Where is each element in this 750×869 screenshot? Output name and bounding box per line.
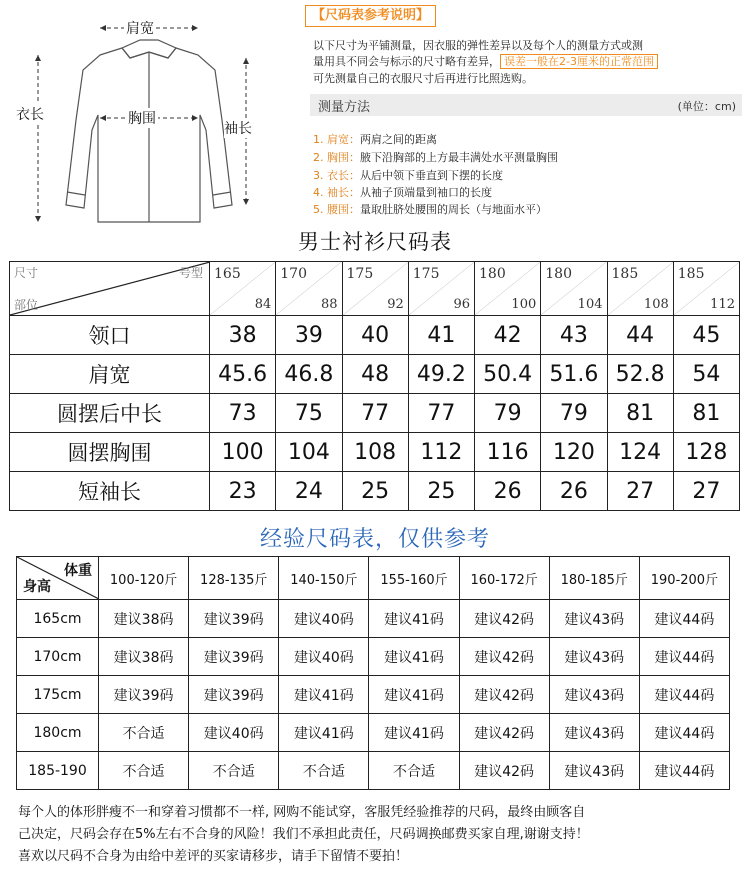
disclaimer-line-1: 每个人的体形胖瘦不一和穿着习惯都不一样, 网购不能试穿，客服凭经验推荐的尺码，最终由顾客自 <box>18 805 586 820</box>
method-item: 5. 腰围：量取肚脐处腰围的周长（与地面水平） <box>313 203 547 216</box>
table-cell: 100 <box>210 433 276 472</box>
table-cell: 41 <box>408 316 474 355</box>
table-cell: 48 <box>342 355 408 394</box>
row-label: 短袖长 <box>10 472 210 511</box>
table-cell: 44 <box>607 316 673 355</box>
table-cell: 建议40码 <box>279 638 369 676</box>
table-cell: 75 <box>276 394 342 433</box>
table-cell: 不合适 <box>99 714 189 752</box>
table-cell: 建议42码 <box>459 752 549 790</box>
table-cell: 建议41码 <box>369 714 459 752</box>
table-cell: 79 <box>475 394 541 433</box>
table-cell: 81 <box>607 394 673 433</box>
corner-part-label: 部位 <box>14 298 39 312</box>
table-row <box>17 600 730 638</box>
row-label: 圆摆胸围 <box>10 433 210 472</box>
table-cell: 建议38码 <box>99 600 189 638</box>
corner-size-label: 尺寸 <box>14 266 39 280</box>
table-cell: 77 <box>342 394 408 433</box>
info-paragraph-3: 可先测量自己的衣服尺寸后再进行比照选购。 <box>313 72 533 85</box>
table-header-row <box>10 262 740 316</box>
table-cell: 建议44码 <box>639 676 729 714</box>
weight-header-cell: 128-135斤 <box>189 557 279 600</box>
table-cell: 120 <box>541 433 607 472</box>
table-corner-cell <box>17 557 99 600</box>
table-cell: 建议42码 <box>459 600 549 638</box>
size-header-cell: 175 96 <box>408 262 474 316</box>
row-label: 175cm <box>17 676 99 714</box>
method-header-bar <box>310 94 742 116</box>
table-cell: 建议41码 <box>279 714 369 752</box>
weight-header-cell: 100-120斤 <box>99 557 189 600</box>
table-cell: 112 <box>408 433 474 472</box>
tolerance-highlight: 误差一般在2-3厘米的正常范围 <box>500 54 658 69</box>
table-cell: 124 <box>607 433 673 472</box>
table-cell: 建议39码 <box>189 638 279 676</box>
table-cell: 建议43码 <box>549 676 639 714</box>
table-cell: 23 <box>210 472 276 511</box>
weight-header-cell: 160-172斤 <box>459 557 549 600</box>
corner-height-label: 身高 <box>23 579 51 595</box>
row-label: 圆摆后中长 <box>10 394 210 433</box>
table-corner-cell <box>10 262 210 316</box>
table-cell: 38 <box>210 316 276 355</box>
table-cell: 73 <box>210 394 276 433</box>
table-cell: 25 <box>342 472 408 511</box>
shirt-size-table <box>9 261 740 511</box>
unit-label: (单位：cm) <box>677 100 736 113</box>
table-row <box>17 676 730 714</box>
table-cell: 建议39码 <box>189 676 279 714</box>
table-cell: 26 <box>541 472 607 511</box>
size-header-cell: 175 92 <box>342 262 408 316</box>
table-row <box>10 355 740 394</box>
table-cell: 26 <box>475 472 541 511</box>
method-item: 4. 袖长：从袖子顶端量到袖口的长度 <box>313 186 492 199</box>
method-item: 1. 肩宽：两肩之间的距离 <box>313 133 437 146</box>
table-cell: 40 <box>342 316 408 355</box>
size-header-cell: 185 108 <box>607 262 673 316</box>
table-cell: 建议42码 <box>459 676 549 714</box>
method-item: 3. 衣长：从后中领下垂直到下摆的长度 <box>313 169 503 182</box>
table-cell: 不合适 <box>279 752 369 790</box>
table-cell: 81 <box>673 394 739 433</box>
table-row <box>10 316 740 355</box>
size-header-cell: 170 88 <box>276 262 342 316</box>
table-cell: 43 <box>541 316 607 355</box>
table-cell: 24 <box>276 472 342 511</box>
weight-header-cell: 190-200斤 <box>639 557 729 600</box>
table-row <box>17 638 730 676</box>
table-cell: 51.6 <box>541 355 607 394</box>
shoulder-label: 肩宽 <box>124 18 156 38</box>
shirt-measurement-diagram <box>0 0 300 228</box>
table-cell: 不合适 <box>189 752 279 790</box>
size-header-cell: 180 104 <box>541 262 607 316</box>
table-cell: 46.8 <box>276 355 342 394</box>
table-row <box>10 472 740 511</box>
table-cell: 建议43码 <box>549 600 639 638</box>
table-cell: 52.8 <box>607 355 673 394</box>
row-label: 肩宽 <box>10 355 210 394</box>
table-cell: 建议44码 <box>639 638 729 676</box>
weight-header-cell: 140-150斤 <box>279 557 369 600</box>
table-cell: 27 <box>673 472 739 511</box>
shirt-size-table-title: 男士衬衫尺码表 <box>298 230 452 254</box>
table-cell: 不合适 <box>369 752 459 790</box>
reference-size-table <box>16 556 730 790</box>
table-row <box>17 714 730 752</box>
table-cell: 不合适 <box>99 752 189 790</box>
table-cell: 建议41码 <box>369 638 459 676</box>
sleeve-label: 袖长 <box>224 118 252 138</box>
table-cell: 建议40码 <box>189 714 279 752</box>
table-header-row <box>17 557 730 600</box>
weight-header-cell: 180-185斤 <box>549 557 639 600</box>
table-cell: 108 <box>342 433 408 472</box>
table-cell: 建议38码 <box>99 638 189 676</box>
info-paragraph-2a: 量用具不同会与标示的尺寸略有差异， <box>313 55 500 68</box>
size-header-cell: 165 84 <box>210 262 276 316</box>
table-cell: 27 <box>607 472 673 511</box>
table-cell: 建议39码 <box>99 676 189 714</box>
table-cell: 建议41码 <box>369 676 459 714</box>
table-row <box>17 752 730 790</box>
weight-header-cell: 155-160斤 <box>369 557 459 600</box>
method-item: 2. 胸围：腋下沿胸部的上方最丰满处水平测量胸围 <box>313 151 558 164</box>
row-label: 170cm <box>17 638 99 676</box>
table-cell: 77 <box>408 394 474 433</box>
table-cell: 50.4 <box>475 355 541 394</box>
table-cell: 25 <box>408 472 474 511</box>
table-cell: 49.2 <box>408 355 474 394</box>
table-cell: 79 <box>541 394 607 433</box>
table-cell: 42 <box>475 316 541 355</box>
length-label: 衣长 <box>16 104 44 124</box>
size-info-panel <box>305 0 750 225</box>
table-cell: 39 <box>276 316 342 355</box>
table-cell: 建议39码 <box>189 600 279 638</box>
table-cell: 45 <box>673 316 739 355</box>
row-label: 180cm <box>17 714 99 752</box>
table-cell: 建议43码 <box>549 714 639 752</box>
info-title: 【尺码表参考说明】 <box>305 5 436 27</box>
row-label: 领口 <box>10 316 210 355</box>
table-cell: 116 <box>475 433 541 472</box>
size-header-cell: 185 112 <box>673 262 739 316</box>
info-paragraph-1: 以下尺寸为平铺测量，因衣服的弹性差异以及每个人的测量方式或测 <box>313 39 643 52</box>
table-cell: 建议44码 <box>639 752 729 790</box>
table-cell: 建议42码 <box>459 714 549 752</box>
table-cell: 建议40码 <box>279 600 369 638</box>
corner-weight-label: 体重 <box>64 563 92 579</box>
size-header-cell: 180 100 <box>475 262 541 316</box>
table-cell: 104 <box>276 433 342 472</box>
table-cell: 45.6 <box>210 355 276 394</box>
table-row <box>10 433 740 472</box>
table-cell: 建议44码 <box>639 600 729 638</box>
table-cell: 54 <box>673 355 739 394</box>
disclaimer-line-3: 喜欢以尺码不合身为由给中差评的买家请移步，请手下留情不要拍！ <box>18 849 409 864</box>
table-cell: 建议41码 <box>279 676 369 714</box>
reference-size-table-title: 经验尺码表，仅供参考 <box>259 527 490 552</box>
table-row <box>10 394 740 433</box>
disclaimer-line-2: 己决定，尺码会存在5%左右不合身的风险！我们不承担此责任，尺码调换邮费买家自理,谢谢支持！ <box>18 827 589 842</box>
row-label: 165cm <box>17 600 99 638</box>
method-title: 测量方法 <box>318 100 371 115</box>
table-cell: 建议43码 <box>549 638 639 676</box>
info-paragraph-2 <box>313 53 658 69</box>
table-cell: 建议43码 <box>549 752 639 790</box>
row-label: 185-190 <box>17 752 99 790</box>
chest-label: 胸围 <box>126 108 158 128</box>
table-cell: 建议42码 <box>459 638 549 676</box>
table-cell: 128 <box>673 433 739 472</box>
table-cell: 建议44码 <box>639 714 729 752</box>
corner-type-label: 号型 <box>178 266 203 280</box>
table-cell: 建议41码 <box>369 600 459 638</box>
